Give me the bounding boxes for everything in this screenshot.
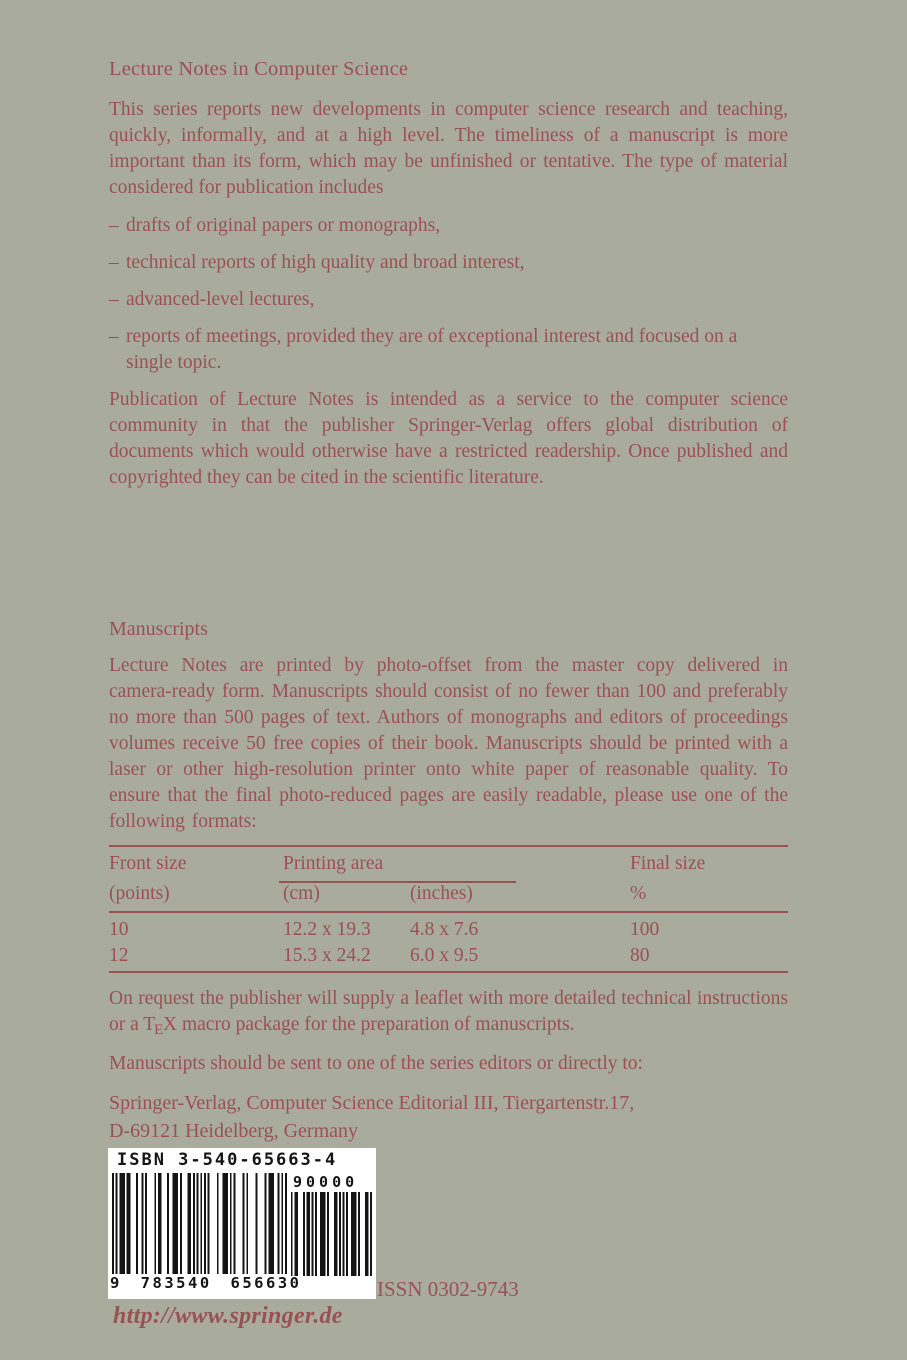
dash-marker: – <box>109 215 119 236</box>
list-item-text: technical reports of high quality and broad interest, <box>126 252 525 273</box>
table-rule-top <box>109 845 788 847</box>
tex-paragraph: On request the publisher will supply a leaflet with more detailed technical instructions or a TEX macro package for the preparation of manuscripts. <box>109 988 788 1038</box>
list-item <box>109 250 788 276</box>
col-subheader-percent: % <box>630 883 647 904</box>
tex-logo: T <box>143 1014 156 1035</box>
send-to-paragraph: Manuscripts should be sent to one of the series editors or directly to: <box>109 1053 643 1074</box>
ean-digits: 9 783540 656630 <box>110 1274 302 1292</box>
ean5-barcode-icon <box>291 1192 372 1280</box>
publication-paragraph: Publication of Lecture Notes is intended as a service to the computer science community in that the publisher Springer-Verlag offers global distribution of documents which would otherwise have a restricted readership. Once published and copyrighted they can be cited in the scientific literature. <box>109 389 788 488</box>
bullet-list <box>109 213 788 387</box>
springer-url-link[interactable]: http://www.springer.de <box>113 1303 343 1329</box>
list-item <box>109 324 788 376</box>
intro-paragraph: This series reports new developments in computer science research and teaching, quickly, informally, and at a high level. The timeliness of a manuscript is more important than its form, which may be unfinished or tentative. The type of material considered for publication includes <box>109 99 788 198</box>
isbn-label: ISBN 3-540-65663-4 <box>117 1150 338 1170</box>
table-rule-bottom <box>109 971 788 973</box>
table-cell: 12 <box>109 945 129 966</box>
list-item-text: reports of meetings, provided they are of exceptional interest and focused on a single topic. <box>126 326 738 373</box>
table-cell: 100 <box>630 919 660 940</box>
col-subheader-cm: (cm) <box>283 883 320 904</box>
table-cell: 10 <box>109 919 129 940</box>
list-item-text: drafts of original papers or monographs, <box>126 215 441 236</box>
col-header-printing-area: Printing area <box>279 853 516 883</box>
publisher-address <box>109 1089 788 1145</box>
table-rule-mid <box>109 911 788 913</box>
dash-marker: – <box>109 252 119 273</box>
list-item <box>109 287 788 313</box>
manuscripts-paragraph: Lecture Notes are printed by photo-offset from the master copy delivered in camera-ready form. Manuscripts should consist of no fewer than 100 and preferably no more than 500 pages of text. Authors of monographs and editors of proceedings volumes receive 50 free copies of their book. Manuscripts should be printed with a laser or other high-resolution printer onto white paper of reasonable quality. To ensure that the final photo-reduced pages are easily readable, please use one of the following formats: <box>109 655 788 832</box>
isbn-barcode-panel <box>108 1148 376 1299</box>
dash-marker: – <box>109 326 119 347</box>
table-cell: 6.0 x 9.5 <box>410 945 479 966</box>
table-cell: 15.3 x 24.2 <box>283 945 371 966</box>
series-title: Lecture Notes in Computer Science <box>109 58 409 80</box>
address-line: Springer-Verlag, Computer Science Editorial III, Tiergartenstr.17, <box>109 1092 635 1114</box>
table-cell: 12.2 x 19.3 <box>283 919 371 940</box>
manuscripts-heading: Manuscripts <box>109 618 208 640</box>
table-cell: 80 <box>630 945 650 966</box>
barcode-supplement-digits: 90000 <box>293 1173 359 1191</box>
format-table <box>109 845 788 974</box>
issn-number: ISSN 0302-9743 <box>377 1277 519 1301</box>
list-item-text: advanced-level lectures, <box>126 289 315 310</box>
list-item <box>109 213 788 239</box>
col-subheader-points: (points) <box>109 883 170 904</box>
ean13-barcode-icon <box>112 1173 287 1278</box>
col-header-final-size: Final size <box>630 853 706 874</box>
dash-marker: – <box>109 289 119 310</box>
address-line: D-69121 Heidelberg, Germany <box>109 1120 359 1142</box>
col-subheader-inches: (inches) <box>410 883 473 904</box>
table-cell: 4.8 x 7.6 <box>410 919 479 940</box>
col-header-front-size: Front size <box>109 853 187 874</box>
